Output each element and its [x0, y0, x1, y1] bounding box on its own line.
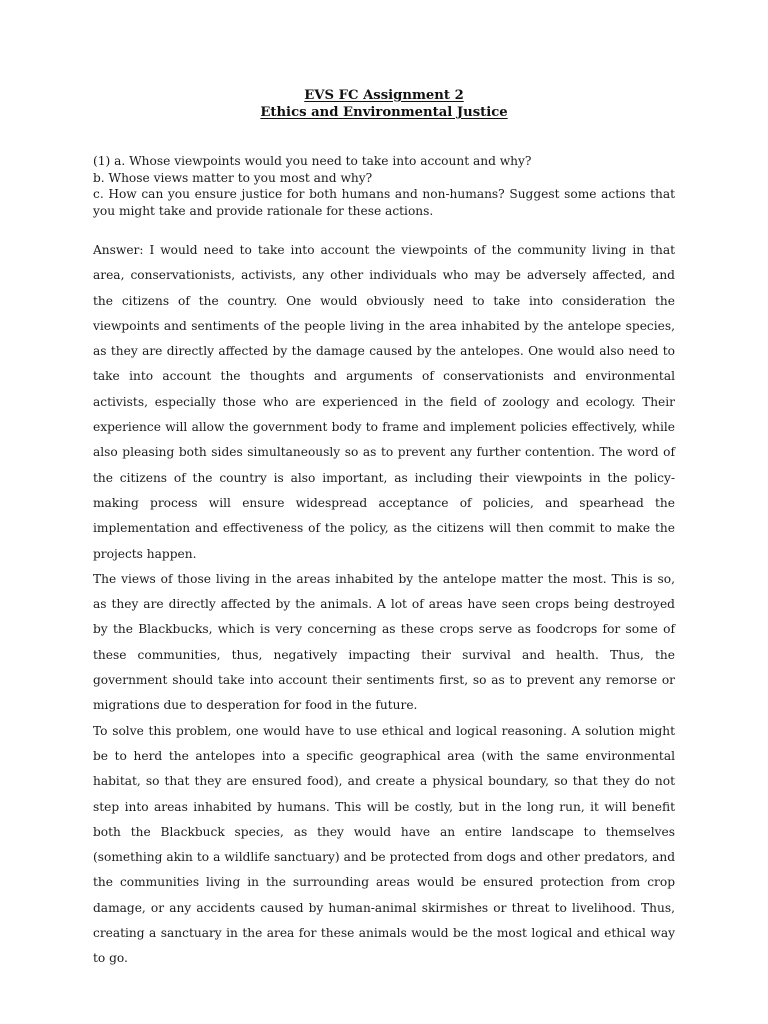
- answer-block: [93, 238, 675, 972]
- question-b: b. Whose views matter to you most and why?: [93, 170, 373, 185]
- answer-paragraph: Answer: I would need to take into account the viewpoints of the community living in that area, conservationists, activists, any other individuals who may be adversely affected, and the citizens of the country. One would obviously need to take into consideration the viewpoints and sentiments of the people living in the area inhabited by the antelope species, as they are directly affected by the damage caused by the antelopes. One would also need to take into account the thoughts and arguments of conservationists and environmental activists, especially those who are experienced in the field of zoology and ecology. Their experience will allow the government body to frame and implement policies effectively, while also pleasing both sides simultaneously so as to prevent any further contention. The word of the citizens of the country is also important, as including their viewpoints in the policy-making process will ensure widespread acceptance of policies, and spearhead the implementation and effectiveness of the policy, as the citizens will then commit to make the projects happen.: [93, 243, 675, 561]
- document-title: EVS FC Assignment 2: [304, 88, 464, 103]
- document-header: [0, 87, 768, 121]
- document-subtitle: Ethics and Environmental Justice: [260, 105, 508, 120]
- question-block: [93, 153, 675, 219]
- answer-paragraph: To solve this problem, one would have to use ethical and logical reasoning. A solution might be to herd the antelopes into a specific geographical area (with the same environmental habitat, so that they are ensured food), and create a physical boundary, so that they do not step into areas inhabited by humans. This will be costly, but in the long run, it will benefit both the Blackbuck species, as they would have an entire landscape to themselves (something akin to a wildlife sanctuary) and be protected from dogs and other predators, and the communities living in the surrounding areas would be ensured protection from crop damage, or any accidents caused by human-animal skirmishes or threat to livelihood. Thus, creating a sanctuary in the area for these animals would be the most logical and ethical way to go.: [93, 723, 675, 966]
- answer-paragraph: The views of those living in the areas inhabited by the antelope matter the most. This is so, as they are directly affected by the animals. A lot of areas have seen crops being destroyed by the Blackbucks, which is very concerning as these crops serve as foodcrops for some of these communities, thus, negatively impacting their survival and health. Thus, the government should take into account their sentiments first, so as to prevent any remorse or migrations due to desperation for food in the future.: [93, 571, 675, 713]
- question-c: c. How can you ensure justice for both humans and non-humans? Suggest some actions that you might take and provide rationale for these actions.: [93, 187, 675, 218]
- question-a: (1) a. Whose viewpoints would you need to take into account and why?: [93, 154, 532, 168]
